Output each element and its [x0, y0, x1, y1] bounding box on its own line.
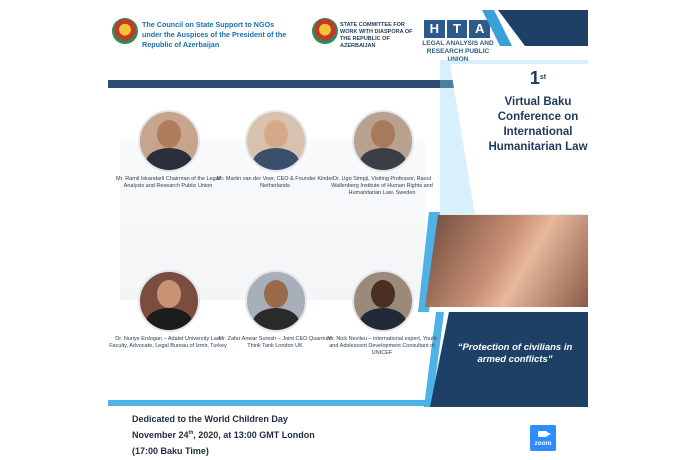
- footer-baku-time: (17:00 Baku Time): [132, 446, 209, 456]
- header-corner-shape: [498, 10, 588, 46]
- top-divider-bar: [108, 80, 493, 88]
- speaker-5-caption: Mr. Zafar Anwar Suresh – Joint CEO Quantum Think Tank London UK: [218, 336, 332, 349]
- speaker-5-photo: [245, 270, 307, 332]
- footer-date: [132, 430, 315, 440]
- speaker-4-caption: Dr. Nuriye Erdogan – Adalet University Law Faculty, Advocate, Legal Bureau of Izmir, Turkey: [109, 336, 227, 349]
- speaker-2-caption: Mr. Martin van der Veer, CEO & Founder Kinder Netherlands: [216, 176, 334, 189]
- council-emblem-icon: [112, 18, 138, 44]
- footer-date-sup: th: [188, 430, 194, 436]
- conference-quote: “Protection of civilians in armed conflicts”: [457, 342, 573, 365]
- conference-ordinal: st: [539, 74, 547, 81]
- hta-logo: [424, 20, 490, 38]
- hta-letter-h: H: [424, 20, 445, 38]
- conference-title: [488, 67, 588, 155]
- council-text: The Council on State Support to NGOs under the Auspices of the President of the Republic of Azerbaijan: [142, 20, 287, 49]
- zoom-label: zoom: [534, 440, 552, 447]
- footer-date-pre: November 24: [132, 430, 189, 440]
- zoom-logo: [530, 425, 556, 451]
- committee-emblem-icon: [312, 18, 338, 44]
- hta-letter-a: A: [469, 20, 490, 38]
- speaker-1-caption: Mr. Ramil Iskandarli Chairman of the Legal Analysis and Research Public Union: [116, 176, 220, 189]
- conference-number: 1: [529, 67, 540, 88]
- bottom-divider-bar: [108, 400, 428, 406]
- union-text: LEGAL ANALYSIS AND RESEARCH PUBLIC UNION: [422, 40, 494, 63]
- speaker-2-photo: [245, 110, 307, 172]
- speaker-3-caption: Dr. Ugo Simpji, Visiting Professor, Raoul Wallenberg Institute of Human Rights and Humanitarian Law, Sweden: [331, 176, 433, 196]
- video-camera-icon: [538, 431, 547, 437]
- speaker-3-photo: [352, 110, 414, 172]
- hta-letter-t: T: [447, 20, 468, 38]
- speaker-1-photo: [138, 110, 200, 172]
- committee-text: STATE COMMITTEE FOR WORK WITH DIASPORA OF THE REPUBLIC OF AZERBAIJAN: [340, 22, 413, 49]
- speaker-4-photo: [138, 270, 200, 332]
- speaker-6-caption: Mr. Nick Nevileu – international expert, Youth and Adolescent Development Consultant of UNICEF: [327, 336, 437, 356]
- children-photo: [425, 215, 588, 307]
- conference-title-text: Virtual Baku Conference on International Humanitarian Law: [488, 95, 588, 153]
- footer-date-post: , 2020, at 13:00 GMT London: [193, 430, 315, 440]
- footer-dedication: Dedicated to the World Children Day: [132, 414, 288, 424]
- speaker-6-photo: [352, 270, 414, 332]
